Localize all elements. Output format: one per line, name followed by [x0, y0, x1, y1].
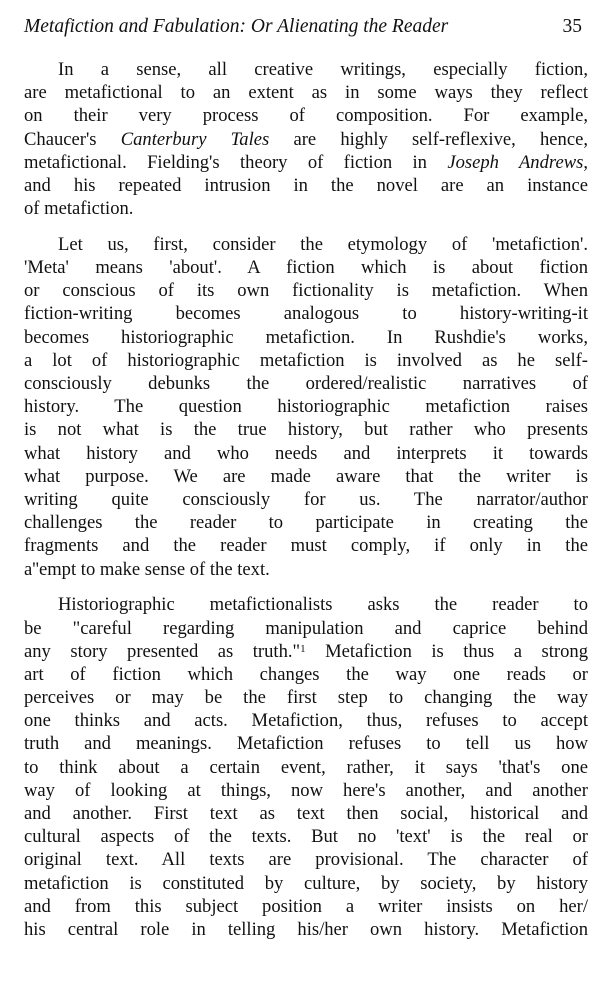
- paragraph-3: [24, 593, 588, 941]
- text-fragment: Metafiction is thus a strong: [305, 640, 588, 662]
- text-line: what purpose. We are made aware that the writer is: [24, 465, 588, 487]
- text-line: perceives or may be the first step to changing the way: [24, 687, 588, 709]
- footnote-marker: 1: [300, 642, 306, 655]
- text-line: what history and who needs and interprets it towards: [24, 442, 588, 464]
- text-fragment: any story presented as truth.": [24, 640, 301, 662]
- text-line: 'Meta' means 'about'. A fiction which is about fiction: [24, 257, 588, 279]
- text-line: Historiographic metafictionalists asks the reader to: [58, 594, 588, 616]
- text-line-with-italic-title: metafictional. Fielding's theory of fiction in Joseph Andrews,: [24, 151, 588, 173]
- page-number: 35: [562, 16, 582, 37]
- text-line: challenges the reader to participate in creating the: [24, 512, 588, 534]
- running-head: [24, 14, 582, 40]
- text-line: cultural aspects of the texts. But no 'text' is the real or: [24, 826, 588, 848]
- text-line-with-footnote: [24, 640, 588, 663]
- text-line: Let us, first, consider the etymology of 'metafiction'.: [58, 233, 588, 255]
- text-line: be "careful regarding manipulation and caprice behind: [24, 617, 588, 639]
- text-line: art of fiction which changes the way one reads or: [24, 663, 588, 685]
- text-line: metafiction is constituted by culture, by society, by history: [24, 872, 588, 894]
- text-line: to think about a certain event, rather, it says 'that's one: [24, 756, 588, 778]
- text-line: a''empt to make sense of the text.: [24, 558, 270, 580]
- text-line: one thinks and acts. Metafiction, thus, refuses to accept: [24, 710, 588, 732]
- text-line: of metafiction.: [24, 198, 134, 220]
- text-line: and from this subject position a writer insists on her/: [24, 895, 588, 917]
- text-line: fiction-writing becomes analogous to history-writing-it: [24, 303, 588, 325]
- running-head-title: Metafiction and Fabulation: Or Alienating the Reader: [24, 16, 449, 37]
- text-line: history. The question historiographic metafiction raises: [24, 396, 588, 418]
- italic-title: Joseph Andrews: [447, 151, 584, 173]
- paragraph-2: [24, 233, 588, 581]
- text-line: fragments and the reader must comply, if only in the: [24, 535, 588, 557]
- text-line: and another. First text as text then social, historical and: [24, 803, 588, 824]
- text-line: is not what is the true history, but rather who presents: [24, 419, 588, 441]
- text-line: In a sense, all creative writings, especially fiction,: [58, 59, 588, 80]
- body-text: [24, 58, 588, 941]
- text-line: a lot of historiographic metafiction is involved as he self-: [24, 349, 588, 371]
- text-line: original text. All texts are provisional. The character of: [24, 849, 588, 871]
- text-line: truth and meanings. Metafiction refuses to tell us how: [24, 733, 588, 755]
- italic-title: Canterbury Tales: [120, 128, 270, 150]
- paragraph-1: [24, 58, 588, 220]
- text-line: consciously debunks the ordered/realistic narratives of: [24, 373, 588, 395]
- text-line: writing quite consciously for us. The narrator/author: [24, 488, 588, 510]
- text-line: and his repeated intrusion in the novel are an instance: [24, 174, 588, 196]
- text-line: or conscious of its own fictionality is metafiction. When: [24, 280, 588, 302]
- text-line: becomes historiographic metafiction. In Rushdie's works,: [24, 326, 588, 348]
- text-line: are metafictional to an extent as in some ways they reflect: [24, 82, 588, 104]
- text-line-with-italic-title: Chaucer's Canterbury Tales are highly self-reflexive, hence,: [24, 128, 588, 150]
- text-line: his central role in telling his/her own history. Metafiction: [24, 918, 588, 940]
- text-line: on their very process of composition. For example,: [24, 105, 588, 127]
- text-line: way of looking at things, now here's another, and another: [24, 779, 588, 801]
